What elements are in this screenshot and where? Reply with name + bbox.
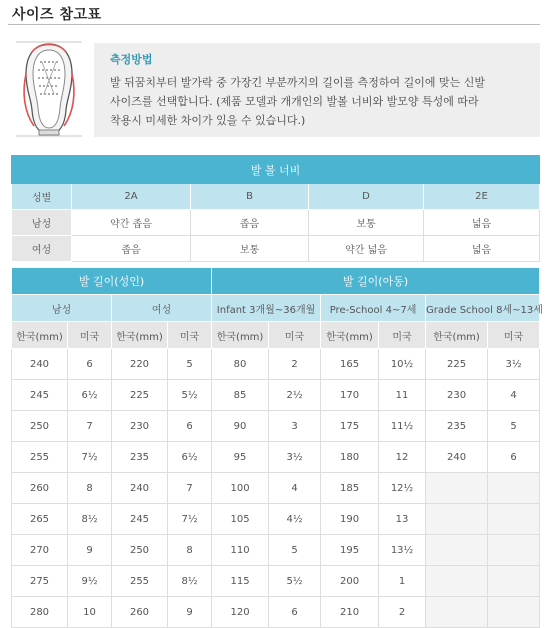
size-kr-cell: 170 (321, 380, 379, 411)
size-us-cell: 8½ (68, 504, 112, 535)
size-us-cell: 10½ (379, 349, 426, 380)
size-kr-cell (426, 597, 488, 628)
sub-header-kr: 한국(mm) (426, 322, 488, 349)
size-kr-cell: 100 (212, 473, 269, 504)
sub-header-us: 미국 (168, 322, 212, 349)
size-kr-cell: 230 (426, 380, 488, 411)
size-us-cell: 4 (269, 473, 321, 504)
size-kr-cell: 230 (112, 411, 168, 442)
sub-header-us: 미국 (68, 322, 112, 349)
table-row (12, 504, 540, 535)
size-us-cell: 8 (68, 473, 112, 504)
group-header-preschool: Pre-School 4~7세 (321, 295, 426, 322)
width-cell: 보통 (309, 210, 424, 236)
page-title: 사이즈 참고표 (12, 7, 102, 23)
table-row (12, 473, 540, 504)
width-column-header: 2E (424, 184, 540, 210)
size-us-cell: 9 (68, 535, 112, 566)
width-column-header: 2A (72, 184, 191, 210)
size-us-cell: 5½ (168, 380, 212, 411)
table-row (12, 411, 540, 442)
size-us-cell (488, 473, 540, 504)
size-kr-cell: 180 (321, 442, 379, 473)
size-kr-cell: 225 (426, 349, 488, 380)
sub-header-us: 미국 (488, 322, 540, 349)
width-cell: 약간 좁음 (72, 210, 191, 236)
size-us-cell: 5 (168, 349, 212, 380)
size-kr-cell (426, 535, 488, 566)
size-us-cell: 8 (168, 535, 212, 566)
width-cell: 보통 (191, 236, 309, 262)
width-column-header: D (309, 184, 424, 210)
size-kr-cell: 250 (12, 411, 68, 442)
size-us-cell: 9½ (68, 566, 112, 597)
sub-header-kr: 한국(mm) (321, 322, 379, 349)
size-kr-cell (426, 473, 488, 504)
size-kr-cell: 235 (426, 411, 488, 442)
size-kr-cell: 240 (426, 442, 488, 473)
size-us-cell: 12½ (379, 473, 426, 504)
size-us-cell: 2½ (269, 380, 321, 411)
size-us-cell: 2 (379, 597, 426, 628)
sub-header-kr: 한국(mm) (12, 322, 68, 349)
group-header-gradeschool: Grade School 8세~13세 (426, 295, 540, 322)
size-us-cell: 10 (68, 597, 112, 628)
sub-header-us: 미국 (269, 322, 321, 349)
size-kr-cell: 225 (112, 380, 168, 411)
gender-label: 여성 (12, 236, 72, 262)
size-us-cell: 13½ (379, 535, 426, 566)
table-row (12, 442, 540, 473)
width-cell: 좁음 (191, 210, 309, 236)
table-row (12, 597, 540, 628)
size-us-cell: 11½ (379, 411, 426, 442)
sub-header-kr: 한국(mm) (212, 322, 269, 349)
size-kr-cell: 275 (12, 566, 68, 597)
size-kr-cell (426, 504, 488, 535)
size-kr-cell: 280 (12, 597, 68, 628)
size-kr-cell: 260 (112, 597, 168, 628)
measurement-info-box (94, 43, 540, 137)
width-table-title: 발 볼 너비 (12, 156, 540, 184)
table-row (12, 210, 540, 236)
size-kr-cell: 165 (321, 349, 379, 380)
size-us-cell (488, 535, 540, 566)
size-kr-cell: 110 (212, 535, 269, 566)
size-kr-cell: 105 (212, 504, 269, 535)
foot-width-table (11, 155, 540, 262)
kids-length-title: 발 길이(아동) (212, 268, 540, 295)
size-kr-cell: 185 (321, 473, 379, 504)
size-kr-cell: 220 (112, 349, 168, 380)
size-us-cell: 7½ (68, 442, 112, 473)
size-us-cell: 6½ (68, 380, 112, 411)
foot-length-table (11, 267, 543, 628)
size-us-cell: 5 (488, 411, 540, 442)
size-us-cell: 1 (379, 566, 426, 597)
size-us-cell (488, 597, 540, 628)
size-us-cell: 4 (488, 380, 540, 411)
size-kr-cell: 175 (321, 411, 379, 442)
size-kr-cell: 270 (12, 535, 68, 566)
size-kr-cell: 120 (212, 597, 269, 628)
size-us-cell: 5 (269, 535, 321, 566)
length-table-body (12, 349, 540, 628)
table-row (12, 380, 540, 411)
sub-header-kr: 한국(mm) (112, 322, 168, 349)
measurement-method-title: 측정방법 (110, 53, 153, 66)
info-line: 발 뒤꿈치부터 발가락 중 가장긴 부분까지의 길이를 측정하여 길이에 맞는 신발 (110, 76, 485, 89)
size-kr-cell: 90 (212, 411, 269, 442)
group-header-men: 남성 (12, 295, 112, 322)
size-us-cell: 3½ (269, 442, 321, 473)
size-kr-cell: 240 (12, 349, 68, 380)
info-line: 사이즈를 선택합니다. (제품 모델과 개개인의 발볼 너비와 발모양 특성에 따라 (110, 95, 479, 108)
size-kr-cell: 240 (112, 473, 168, 504)
size-kr-cell: 200 (321, 566, 379, 597)
size-us-cell: 4½ (269, 504, 321, 535)
size-us-cell (488, 566, 540, 597)
size-us-cell: 5½ (269, 566, 321, 597)
size-kr-cell: 260 (12, 473, 68, 504)
size-us-cell (488, 504, 540, 535)
size-us-cell: 6 (168, 411, 212, 442)
size-kr-cell: 255 (112, 566, 168, 597)
width-cell: 넓음 (424, 210, 540, 236)
size-kr-cell: 265 (12, 504, 68, 535)
size-us-cell: 11 (379, 380, 426, 411)
size-kr-cell: 255 (12, 442, 68, 473)
size-us-cell: 6 (488, 442, 540, 473)
size-kr-cell: 95 (212, 442, 269, 473)
table-row (12, 236, 540, 262)
title-divider (8, 24, 540, 25)
size-kr-cell: 250 (112, 535, 168, 566)
size-us-cell: 6 (269, 597, 321, 628)
width-cell: 좁음 (72, 236, 191, 262)
measurement-method-text (110, 73, 540, 130)
size-kr-cell: 80 (212, 349, 269, 380)
size-us-cell: 7 (68, 411, 112, 442)
size-kr-cell (426, 566, 488, 597)
gender-label: 남성 (12, 210, 72, 236)
size-us-cell: 3 (269, 411, 321, 442)
size-kr-cell: 195 (321, 535, 379, 566)
table-row (12, 566, 540, 597)
size-us-cell: 7½ (168, 504, 212, 535)
size-kr-cell: 245 (112, 504, 168, 535)
info-line: 착용시 미세한 차이가 있을 수 있습니다.) (110, 114, 306, 127)
size-us-cell: 7 (168, 473, 212, 504)
size-us-cell: 12 (379, 442, 426, 473)
size-kr-cell: 245 (12, 380, 68, 411)
size-kr-cell: 235 (112, 442, 168, 473)
size-kr-cell: 115 (212, 566, 269, 597)
group-header-infant: Infant 3개월~36개월 (212, 295, 321, 322)
width-corner-header: 성별 (12, 184, 72, 210)
size-kr-cell: 210 (321, 597, 379, 628)
size-us-cell: 2 (269, 349, 321, 380)
width-cell: 약간 넓음 (309, 236, 424, 262)
table-row (12, 535, 540, 566)
size-us-cell: 6 (68, 349, 112, 380)
width-column-header: B (191, 184, 309, 210)
size-us-cell: 3½ (488, 349, 540, 380)
size-kr-cell: 85 (212, 380, 269, 411)
size-us-cell: 9 (168, 597, 212, 628)
foot-measurement-illustration (14, 40, 84, 138)
size-us-cell: 6½ (168, 442, 212, 473)
shoe-sole-icon (14, 40, 84, 138)
table-row (12, 349, 540, 380)
size-kr-cell: 190 (321, 504, 379, 535)
adult-length-title: 발 길이(성인) (12, 268, 212, 295)
sub-header-us: 미국 (379, 322, 426, 349)
size-us-cell: 13 (379, 504, 426, 535)
group-header-women: 여성 (112, 295, 212, 322)
width-cell: 넓음 (424, 236, 540, 262)
size-us-cell: 8½ (168, 566, 212, 597)
